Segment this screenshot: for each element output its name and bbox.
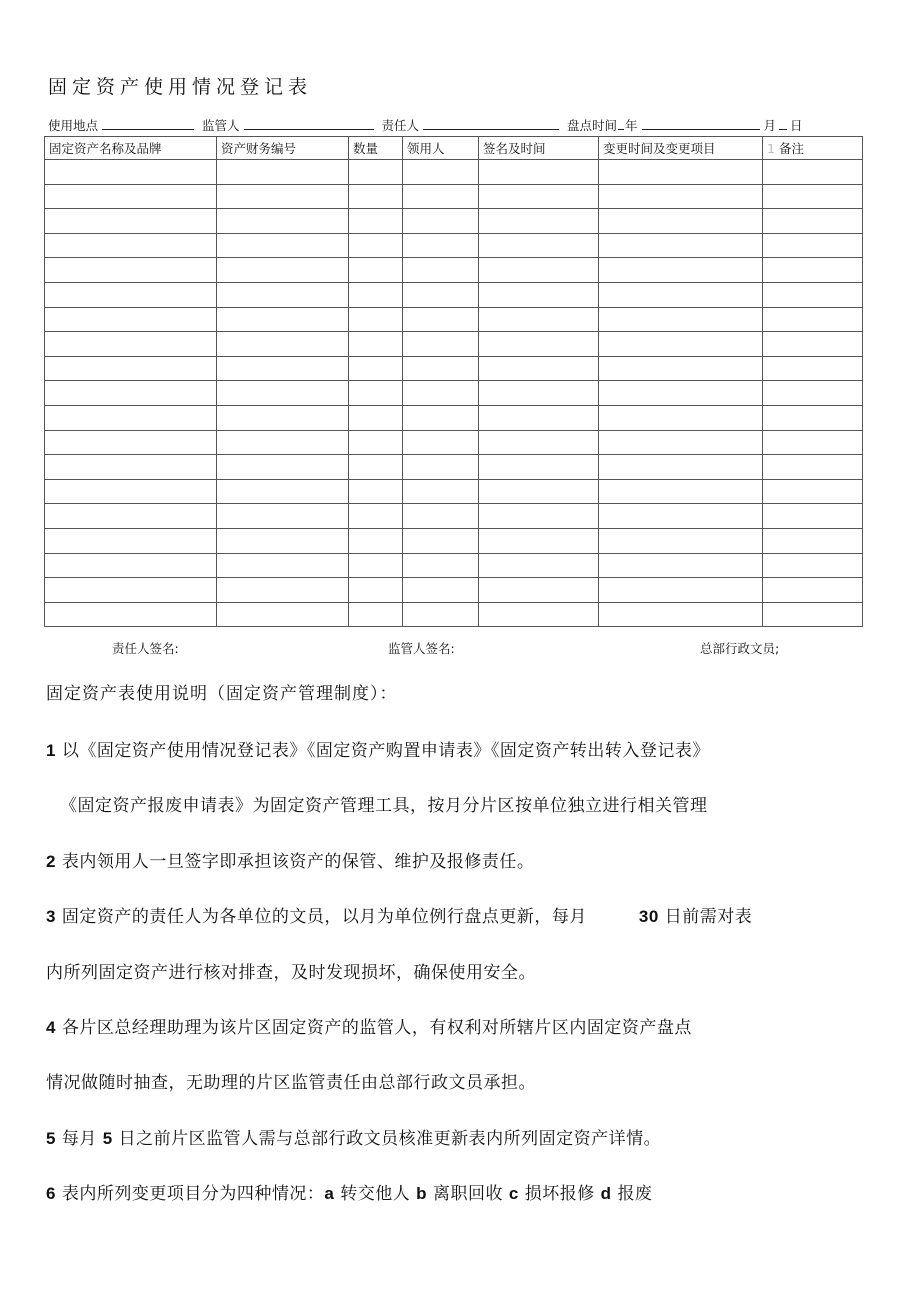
location-label: 使用地点: [48, 118, 99, 133]
col-finance-number: 资产财务编号: [217, 137, 349, 160]
table-cell[interactable]: [479, 578, 599, 603]
table-cell[interactable]: [599, 258, 763, 283]
table-row: [45, 528, 863, 553]
table-cell[interactable]: [45, 405, 217, 430]
table-cell[interactable]: [217, 332, 349, 357]
responsible-blank[interactable]: [423, 117, 559, 130]
location-blank[interactable]: [102, 117, 194, 130]
inventory-label: 盘点时间: [567, 118, 618, 133]
table-cell[interactable]: [349, 405, 403, 430]
table-cell[interactable]: [403, 504, 479, 529]
table-cell[interactable]: [45, 233, 217, 258]
stray-mark: 1: [767, 141, 775, 156]
table-cell[interactable]: [403, 332, 479, 357]
table-cell[interactable]: [763, 602, 863, 627]
table-cell[interactable]: [479, 282, 599, 307]
table-cell[interactable]: [217, 356, 349, 381]
table-cell[interactable]: [403, 356, 479, 381]
table-cell[interactable]: [763, 184, 863, 209]
table-cell[interactable]: [349, 184, 403, 209]
table-cell[interactable]: [599, 307, 763, 332]
table-cell[interactable]: [45, 332, 217, 357]
table-cell[interactable]: [349, 602, 403, 627]
day-blank[interactable]: [779, 117, 787, 130]
note-6: 6 表内所列变更项目分为四种情况：a 转交他人 b 离职回收 c 损坏报修 d 报废: [46, 1184, 653, 1204]
instructions-heading: 固定资产表使用说明（固定资产管理制度）：: [46, 684, 398, 704]
table-cell[interactable]: [479, 160, 599, 185]
table-cell[interactable]: [403, 160, 479, 185]
table-header-row: [45, 137, 863, 160]
table-cell[interactable]: [479, 233, 599, 258]
month-blank[interactable]: [642, 117, 760, 130]
table-cell[interactable]: [763, 405, 863, 430]
table-cell[interactable]: [403, 479, 479, 504]
table-cell[interactable]: [45, 258, 217, 283]
note-3-line-2: 内所列固定资产进行核对排查，及时发现损坏，确保使用安全。: [46, 963, 536, 983]
table-cell[interactable]: [217, 184, 349, 209]
table-row: [45, 455, 863, 480]
responsible-label: 责任人: [381, 118, 420, 133]
table-cell[interactable]: [403, 233, 479, 258]
table-cell[interactable]: [217, 160, 349, 185]
table-cell[interactable]: [763, 553, 863, 578]
table-cell[interactable]: [349, 282, 403, 307]
table-row: [45, 381, 863, 406]
table-cell[interactable]: [217, 578, 349, 603]
table-cell[interactable]: [479, 332, 599, 357]
table-cell[interactable]: [599, 405, 763, 430]
table-cell[interactable]: [599, 332, 763, 357]
table-cell[interactable]: [479, 184, 599, 209]
col-recipient: 领用人: [403, 137, 479, 160]
table-cell[interactable]: [403, 209, 479, 234]
table-cell[interactable]: [763, 381, 863, 406]
table-cell[interactable]: [763, 528, 863, 553]
table-cell[interactable]: [349, 455, 403, 480]
col-signature-time: 签名及时间: [479, 137, 599, 160]
table-cell[interactable]: [403, 430, 479, 455]
table-row: [45, 479, 863, 504]
table-cell[interactable]: [403, 602, 479, 627]
table-cell[interactable]: [217, 602, 349, 627]
table-cell[interactable]: [599, 356, 763, 381]
note-3-line-1: 3 固定资产的责任人为各单位的文员，以月为单位例行盘点更新，每月 30 日前需对表: [46, 907, 753, 927]
table-row: [45, 258, 863, 283]
supervisor-blank[interactable]: [244, 117, 374, 130]
supervisor-label: 监管人: [202, 118, 240, 133]
table-cell[interactable]: [763, 356, 863, 381]
table-cell[interactable]: [599, 479, 763, 504]
table-row: [45, 504, 863, 529]
table-cell[interactable]: [349, 258, 403, 283]
table-cell[interactable]: [349, 160, 403, 185]
table-cell[interactable]: [217, 504, 349, 529]
table-cell[interactable]: [217, 405, 349, 430]
table-cell[interactable]: [217, 528, 349, 553]
table-cell[interactable]: [763, 233, 863, 258]
asset-register-table: [44, 136, 863, 627]
table-cell[interactable]: [599, 455, 763, 480]
table-cell[interactable]: [45, 479, 217, 504]
table-cell[interactable]: [349, 553, 403, 578]
table-cell[interactable]: [217, 455, 349, 480]
table-cell[interactable]: [217, 209, 349, 234]
table-cell[interactable]: [349, 504, 403, 529]
col-asset-name: 固定资产名称及品牌: [45, 137, 217, 160]
table-cell[interactable]: [479, 455, 599, 480]
table-cell[interactable]: [763, 479, 863, 504]
table-cell[interactable]: [403, 578, 479, 603]
note-1-line-2: 《固定资产报废申请表》为固定资产管理工具，按月分片区按单位独立进行相关管理: [60, 796, 708, 816]
table-cell[interactable]: [349, 578, 403, 603]
supervisor-signature: 监管人签名:: [388, 641, 455, 656]
col-change-time-item: 变更时间及变更项目: [599, 137, 763, 160]
table-cell[interactable]: [763, 332, 863, 357]
table-cell[interactable]: [45, 602, 217, 627]
table-cell[interactable]: [45, 307, 217, 332]
responsible-signature: 责任人签名:: [112, 641, 179, 656]
table-cell[interactable]: [479, 258, 599, 283]
table-cell[interactable]: [349, 209, 403, 234]
table-cell[interactable]: [45, 356, 217, 381]
table-cell[interactable]: [599, 578, 763, 603]
table-cell[interactable]: [599, 504, 763, 529]
table-row: [45, 282, 863, 307]
table-cell[interactable]: [479, 602, 599, 627]
table-cell[interactable]: [479, 504, 599, 529]
table-cell[interactable]: [45, 160, 217, 185]
table-cell[interactable]: [763, 504, 863, 529]
table-cell[interactable]: [599, 282, 763, 307]
table-cell[interactable]: [479, 381, 599, 406]
table-cell[interactable]: [403, 405, 479, 430]
table-row: [45, 430, 863, 455]
table-cell[interactable]: [599, 553, 763, 578]
table-cell[interactable]: [403, 553, 479, 578]
table-cell[interactable]: [217, 381, 349, 406]
table-cell[interactable]: [479, 209, 599, 234]
table-cell[interactable]: [217, 430, 349, 455]
note-2: 2 表内领用人一旦签字即承担该资产的保管、维护及报修责任。: [46, 852, 535, 872]
table-cell[interactable]: [763, 258, 863, 283]
table-cell[interactable]: [45, 282, 217, 307]
table-cell[interactable]: [45, 430, 217, 455]
table-cell[interactable]: [45, 553, 217, 578]
table-cell[interactable]: [349, 233, 403, 258]
col-quantity: 数量: [349, 137, 403, 160]
page-title: 固定资产使用情况登记表: [48, 76, 313, 98]
table-cell[interactable]: [217, 479, 349, 504]
table-cell[interactable]: [599, 602, 763, 627]
table-cell[interactable]: [403, 455, 479, 480]
table-row: [45, 184, 863, 209]
table-cell[interactable]: [217, 307, 349, 332]
table-body: [45, 160, 863, 627]
table-cell[interactable]: [349, 528, 403, 553]
table-cell[interactable]: [599, 184, 763, 209]
table-cell[interactable]: [479, 553, 599, 578]
table-cell[interactable]: [599, 381, 763, 406]
table-cell[interactable]: [763, 160, 863, 185]
table-row: [45, 209, 863, 234]
table-cell[interactable]: [217, 258, 349, 283]
table-cell[interactable]: [599, 209, 763, 234]
table-cell[interactable]: [599, 528, 763, 553]
table-cell[interactable]: [349, 307, 403, 332]
table-row: [45, 602, 863, 627]
table-cell[interactable]: [45, 209, 217, 234]
table-cell[interactable]: [349, 332, 403, 357]
table-cell[interactable]: [599, 233, 763, 258]
table-cell[interactable]: [349, 430, 403, 455]
table-row: [45, 160, 863, 185]
table-cell[interactable]: [45, 184, 217, 209]
table-cell[interactable]: [479, 528, 599, 553]
table-cell[interactable]: [479, 430, 599, 455]
table-cell[interactable]: [349, 479, 403, 504]
table-cell[interactable]: [479, 356, 599, 381]
table-cell[interactable]: [45, 381, 217, 406]
table-row: [45, 553, 863, 578]
table-cell[interactable]: [599, 430, 763, 455]
col-remarks: 1 备注: [763, 137, 863, 160]
table-cell[interactable]: [403, 184, 479, 209]
table-cell[interactable]: [45, 578, 217, 603]
note-4-line-2: 情况做随时抽查，无助理的片区监管责任由总部行政文员承担。: [46, 1073, 536, 1093]
day-label: 日: [790, 118, 803, 133]
note-1-line-1: 1 以《固定资产使用情况登记表》《固定资产购置申请表》《固定资产转出转入登记表》: [46, 741, 710, 761]
table-cell[interactable]: [217, 282, 349, 307]
table-cell[interactable]: [349, 356, 403, 381]
table-cell[interactable]: [45, 528, 217, 553]
table-cell[interactable]: [479, 405, 599, 430]
table-row: [45, 233, 863, 258]
admin-signature: 总部行政文员;: [700, 641, 780, 656]
table-row: [45, 307, 863, 332]
table-cell[interactable]: [763, 307, 863, 332]
table-cell[interactable]: [763, 209, 863, 234]
table-row: [45, 332, 863, 357]
table-cell[interactable]: [403, 307, 479, 332]
note-5: 5 每月 5 日之前片区监管人需与总部行政文员核准更新表内所列固定资产详情。: [46, 1129, 662, 1149]
table-cell[interactable]: [217, 233, 349, 258]
table-cell[interactable]: [403, 258, 479, 283]
table-cell[interactable]: [763, 578, 863, 603]
table-cell[interactable]: [763, 455, 863, 480]
table-cell[interactable]: [479, 307, 599, 332]
year-label: 年: [625, 118, 638, 133]
table-cell[interactable]: [403, 282, 479, 307]
table-row: [45, 356, 863, 381]
year-blank[interactable]: [618, 117, 624, 130]
table-cell[interactable]: [217, 553, 349, 578]
header-fields: [48, 116, 868, 134]
month-label: 月: [763, 118, 777, 133]
table-cell[interactable]: [349, 381, 403, 406]
table-cell[interactable]: [403, 381, 479, 406]
table-cell[interactable]: [45, 504, 217, 529]
table-cell[interactable]: [763, 430, 863, 455]
table-cell[interactable]: [599, 160, 763, 185]
table-row: [45, 578, 863, 603]
table-row: [45, 405, 863, 430]
table-cell[interactable]: [479, 479, 599, 504]
note-4-line-1: 4 各片区总经理助理为该片区固定资产的监管人，有权利对所辖片区内固定资产盘点: [46, 1018, 692, 1038]
table-cell[interactable]: [45, 455, 217, 480]
table-cell[interactable]: [763, 282, 863, 307]
table-cell[interactable]: [403, 528, 479, 553]
